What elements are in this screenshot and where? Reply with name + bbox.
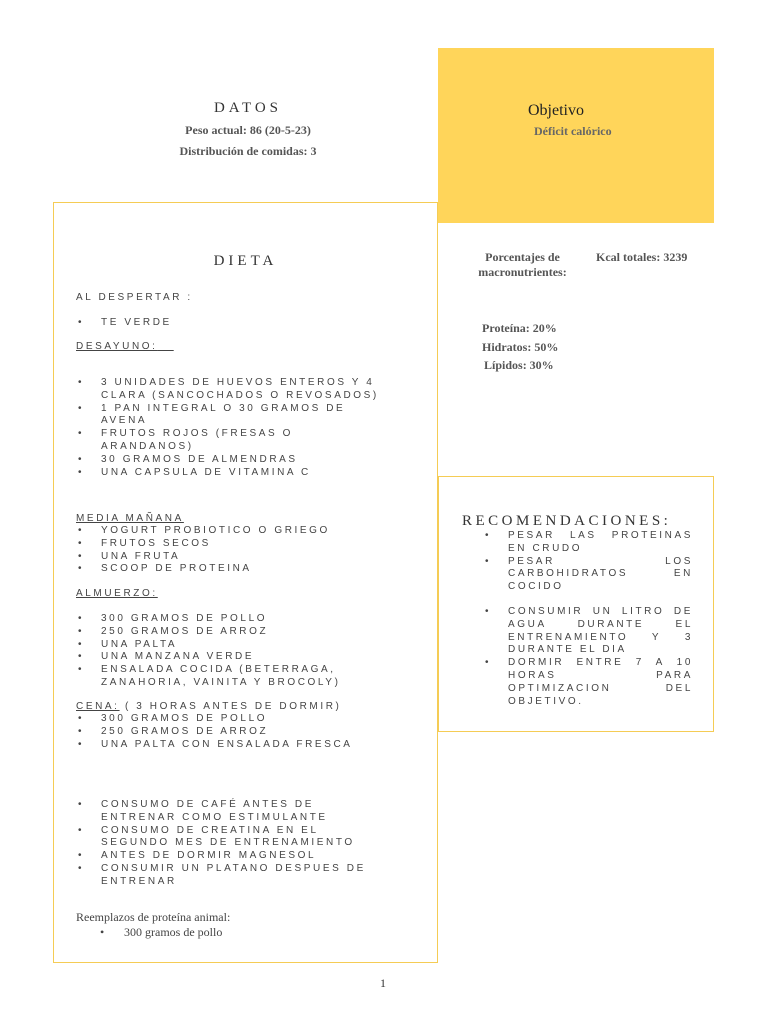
list-item: • CONSUMO DE CAFÉ ANTES DE ENTRENAR COMO ESTIMULANTE bbox=[54, 799, 384, 825]
distribucion-comidas: Distribución de comidas: 3 bbox=[179, 144, 317, 158]
objetivo-subtitle: Déficit calórico bbox=[534, 124, 612, 138]
peso-actual: Peso actual: 86 (20-5-23) bbox=[185, 123, 311, 137]
list-item: • ANTES DE DORMIR MAGNESOL bbox=[54, 850, 384, 863]
list-item: • 250 GRAMOS DE ARROZ bbox=[54, 726, 384, 739]
al-despertar-list bbox=[54, 317, 384, 330]
recomendaciones-box bbox=[438, 476, 714, 732]
list-item: • UNA PALTA CON ENSALADA FRESCA bbox=[54, 739, 384, 752]
almuerzo-heading: ALMUERZO: bbox=[76, 588, 158, 599]
list-item: • CONSUMO DE CREATINA EN EL SEGUNDO MES DE ENTRENAMIENTO bbox=[54, 825, 384, 851]
recomendaciones-list bbox=[439, 530, 693, 708]
kcal-total: Kcal totales: 3239 bbox=[596, 250, 688, 264]
list-item: • PESAR LAS PROTEINAS EN CRUDO bbox=[439, 530, 693, 556]
cena-heading bbox=[76, 701, 341, 714]
list-item: • 1 PAN INTEGRAL O 30 GRAMOS DE AVENA bbox=[54, 403, 384, 429]
list-item: • CONSUMIR UN LITRO DE AGUA DURANTE EL ENTRENAMIENTO Y 3 DURANTE EL DIA bbox=[439, 606, 693, 657]
list-item: • CONSUMIR UN PLATANO DESPUES DE ENTRENAR bbox=[54, 863, 384, 889]
macros-label: Porcentajes de macronutrientes: bbox=[478, 250, 567, 279]
list-item: • UNA CAPSULA DE VITAMINA C bbox=[54, 467, 384, 480]
page-number: 1 bbox=[380, 976, 386, 990]
list-item: • UNA PALTA bbox=[54, 639, 384, 652]
macro-lipidos: Lípidos: 30% bbox=[484, 358, 554, 372]
objetivo-title: Objetivo bbox=[528, 102, 584, 119]
objetivo-panel bbox=[438, 48, 714, 223]
cena-list bbox=[54, 713, 384, 751]
list-item: • YOGURT PROBIOTICO O GRIEGO bbox=[54, 525, 384, 538]
dieta-box bbox=[53, 202, 438, 963]
list-item: • UNA MANZANA VERDE bbox=[54, 651, 384, 664]
media-manana-heading: MEDIA MAÑANA bbox=[76, 513, 184, 524]
almuerzo-list bbox=[54, 613, 384, 690]
list-item: • 300 GRAMOS DE POLLO bbox=[54, 713, 384, 726]
list-item: • SCOOP DE PROTEINA bbox=[54, 563, 384, 576]
list-item: • 300 GRAMOS DE POLLO bbox=[54, 613, 384, 626]
list-item: • PESAR LOS CARBOHIDRATOS EN COCIDO bbox=[439, 556, 693, 594]
list-item: • FRUTOS ROJOS (FRESAS O ARANDANOS) bbox=[54, 428, 384, 454]
macro-proteina: Proteína: 20% bbox=[482, 321, 557, 335]
macro-hidratos: Hidratos: 50% bbox=[482, 340, 559, 354]
list-item: • DORMIR ENTRE 7 A 10 HORAS PARA OPTIMIZACION DEL OBJETIVO. bbox=[439, 657, 693, 708]
recomendaciones-title: RECOMENDACIONES: bbox=[462, 513, 672, 529]
cena-label: CENA: bbox=[76, 701, 120, 712]
desayuno-list bbox=[54, 377, 384, 479]
list-item: • TE VERDE bbox=[54, 317, 384, 330]
list-item: • 30 GRAMOS DE ALMENDRAS bbox=[54, 454, 384, 467]
list-item: • UNA FRUTA bbox=[54, 551, 384, 564]
dieta-title: DIETA bbox=[213, 253, 278, 269]
list-item: • 3 UNIDADES DE HUEVOS ENTEROS Y 4 CLARA (SANCOCHADOS O REVOSADOS) bbox=[54, 377, 384, 403]
list-item: • 250 GRAMOS DE ARROZ bbox=[54, 626, 384, 639]
cena-note: ( 3 HORAS ANTES DE DORMIR) bbox=[124, 701, 342, 712]
extras-list bbox=[54, 799, 384, 889]
al-despertar-heading: AL DESPERTAR : bbox=[76, 292, 193, 303]
reemplazos-item: • 300 gramos de pollo bbox=[100, 925, 223, 939]
datos-title: DATOS bbox=[213, 100, 283, 116]
reemplazos-heading: Reemplazos de proteína animal: bbox=[76, 910, 231, 924]
media-manana-list bbox=[54, 525, 384, 576]
desayuno-heading: DESAYUNO: bbox=[76, 341, 158, 352]
list-item: • FRUTOS SECOS bbox=[54, 538, 384, 551]
datos-section bbox=[130, 100, 366, 165]
list-item: • ENSALADA COCIDA (BETERRAGA, ZANAHORIA, VAINITA Y BROCOLY) bbox=[54, 664, 384, 690]
bullet-icon: • bbox=[100, 925, 105, 939]
